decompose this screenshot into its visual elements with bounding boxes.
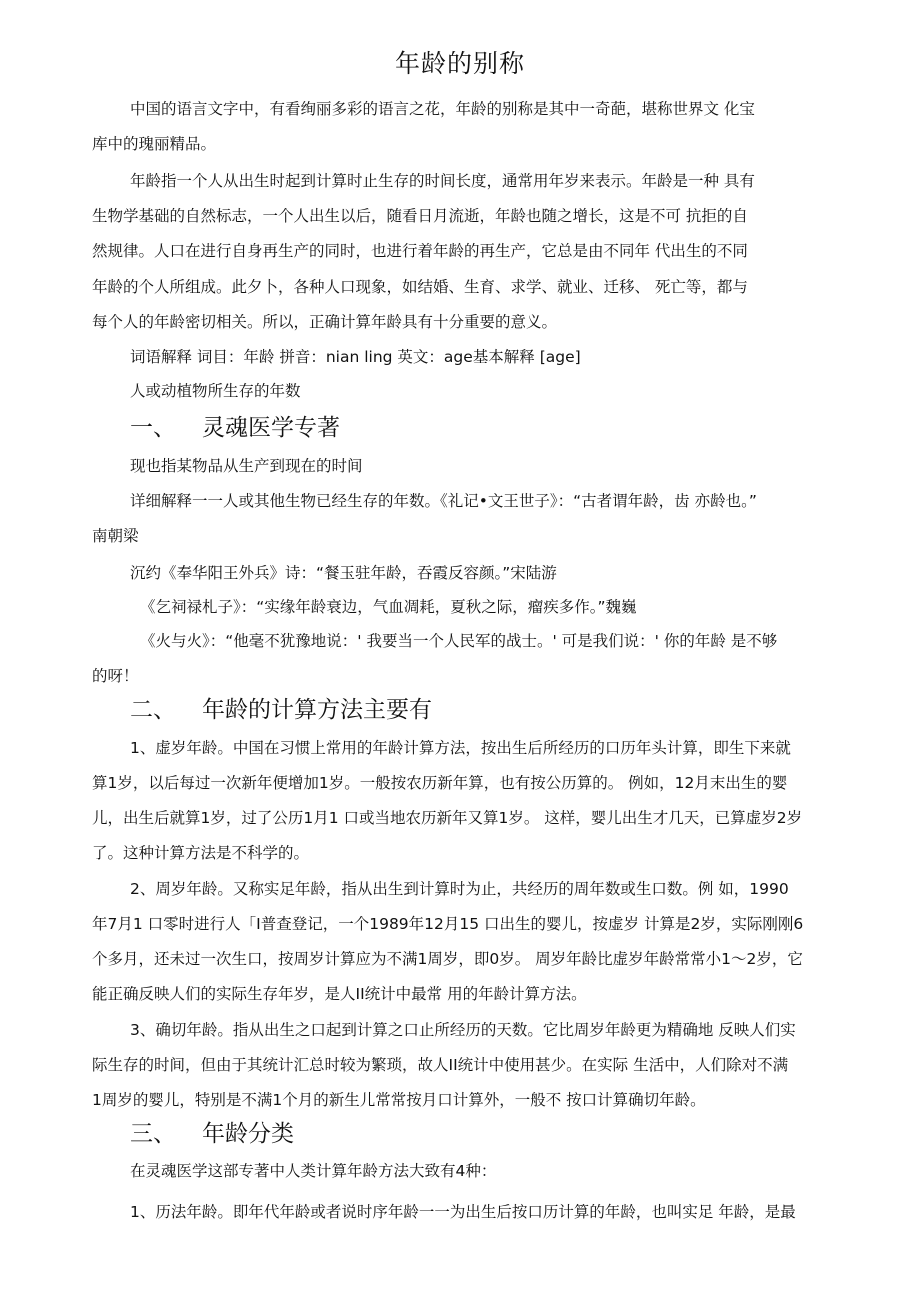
section-title: 年龄分类: [202, 1121, 294, 1147]
section-title: 年龄的计算方法主要有: [202, 697, 432, 723]
paragraph-line: 际生存的时间，但由于其统计汇总时较为繁琐，故人II统计中使用甚少。在实际 生活中，人们除对不满: [92, 1056, 789, 1074]
section-heading-3: [130, 1120, 294, 1148]
paragraph-line: 1周岁的婴儿，特别是不满1个月的新生儿常常按月口计算外，一般不 按口计算确切年龄。: [92, 1091, 706, 1109]
paragraph-line: 能正确反映人们的实际生存年岁，是人II统计中最常 用的年龄计算方法。: [92, 985, 587, 1003]
section-number: 三、: [130, 1121, 176, 1147]
paragraph-line: 详细解释一一人或其他生物已经生存的年数。《礼记•文王世子》：“古者谓年龄，齿 亦龄也。”: [130, 492, 757, 510]
paragraph-line: 南朝梁: [92, 527, 139, 545]
paragraph-line: 中国的语言文字中，有看绚丽多彩的语言之花，年龄的别称是其中一奇葩，堪称世界文 化宝: [130, 100, 755, 118]
paragraph-line: 3、确切年龄。指从出生之口起到计算之口止所经历的天数。它比周岁年龄更为精确地 反映人们实: [130, 1021, 796, 1039]
paragraph-line: 2、周岁年龄。又称实足年龄，指从出生到计算时为止，共经历的周年数或生口数。例 如，1990: [130, 880, 789, 898]
section-heading-1: [130, 414, 340, 442]
paragraph-line: 年7月1 口零时进行人「I普查登记，一个1989年12月15 口出生的婴儿，按虚岁 计算是2岁，实际刚刚6: [92, 915, 804, 933]
paragraph-line: 年龄指一个人从出生时起到计算时止生存的时间长度，通常用年岁来表示。年龄是一种 具有: [130, 172, 755, 190]
paragraph-line: 生物学基础的自然标志，一个人出生以后，随看日月流逝，年龄也随之增长，这是不可 抗拒的自: [92, 207, 748, 225]
paragraph-line: 人或动植物所生存的年数: [130, 382, 301, 400]
paragraph-line: 算1岁，以后每过一次新年便增加1岁。一般按农历新年算，也有按公历算的。 例如，12月末出生的婴: [92, 774, 788, 792]
paragraph-line: 现也指某物品从生产到现在的时间: [130, 457, 363, 475]
section-number: 一、: [130, 415, 176, 441]
paragraph-line: 1、历法年龄。即年代年龄或者说时序年龄一一为出生后按口历计算的年龄，也叫实足 年龄，是最: [130, 1203, 796, 1221]
page-title: 年龄的别称: [394, 49, 525, 78]
paragraph-line: 每个人的年龄密切相关。所以，正确计算年龄具有十分重要的意义。: [92, 313, 558, 331]
paragraph-line: 《乞祠禄札子》：“实缘年龄衰边，气血凋耗，夏秋之际，瘤疾多作。”魏巍: [140, 598, 637, 616]
section-heading-2: [130, 696, 432, 724]
paragraph-line: 在灵魂医学这部专著中人类计算年龄方法大致有4种：: [130, 1162, 497, 1180]
paragraph-line: 1、虚岁年龄。中国在习惯上常用的年龄计算方法，按出生后所经历的口历年头计算，即生下来就: [130, 739, 791, 757]
paragraph-line: 沉约《奉华阳王外兵》诗：“餐玉驻年龄，吞霞反容颜。”宋陆游: [130, 564, 557, 582]
paragraph-line: 了。这种计算方法是不科学的。: [92, 844, 310, 862]
paragraph-line: 个多月，还未过一次生口，按周岁计算应为不满1周岁，即0岁。 周岁年龄比虚岁年龄常常小1〜2岁，它: [92, 950, 803, 968]
paragraph-line: 的呀！: [92, 667, 139, 685]
paragraph-line: 儿，出生后就算1岁，过了公历1月1 口或当地农历新年又算1岁。 这样，婴儿出生才几天，已算虚岁2岁: [92, 809, 803, 827]
paragraph-line: 《火与火》：“他毫不犹豫地说：' 我要当一个人民军的战士。' 可是我们说：' 你的年龄 是不够: [140, 632, 778, 650]
paragraph-line: 词语解释 词目：年龄 拼音：nian ling 英文：age基本解释 [age]: [130, 348, 581, 366]
section-number: 二、: [130, 697, 176, 723]
paragraph-line: 库中的瑰丽精品。: [92, 135, 217, 153]
paragraph-line: 然规律。人口在进行自身再生产的同时，也进行着年龄的再生产，它总是由不同年 代出生的不同: [92, 242, 748, 260]
section-title: 灵魂医学专著: [202, 415, 340, 441]
paragraph-line: 年龄的个人所组成。此夕卜，各种人口现象，如结婚、生育、求学、就业、迁移、 死亡等，都与: [92, 278, 748, 296]
